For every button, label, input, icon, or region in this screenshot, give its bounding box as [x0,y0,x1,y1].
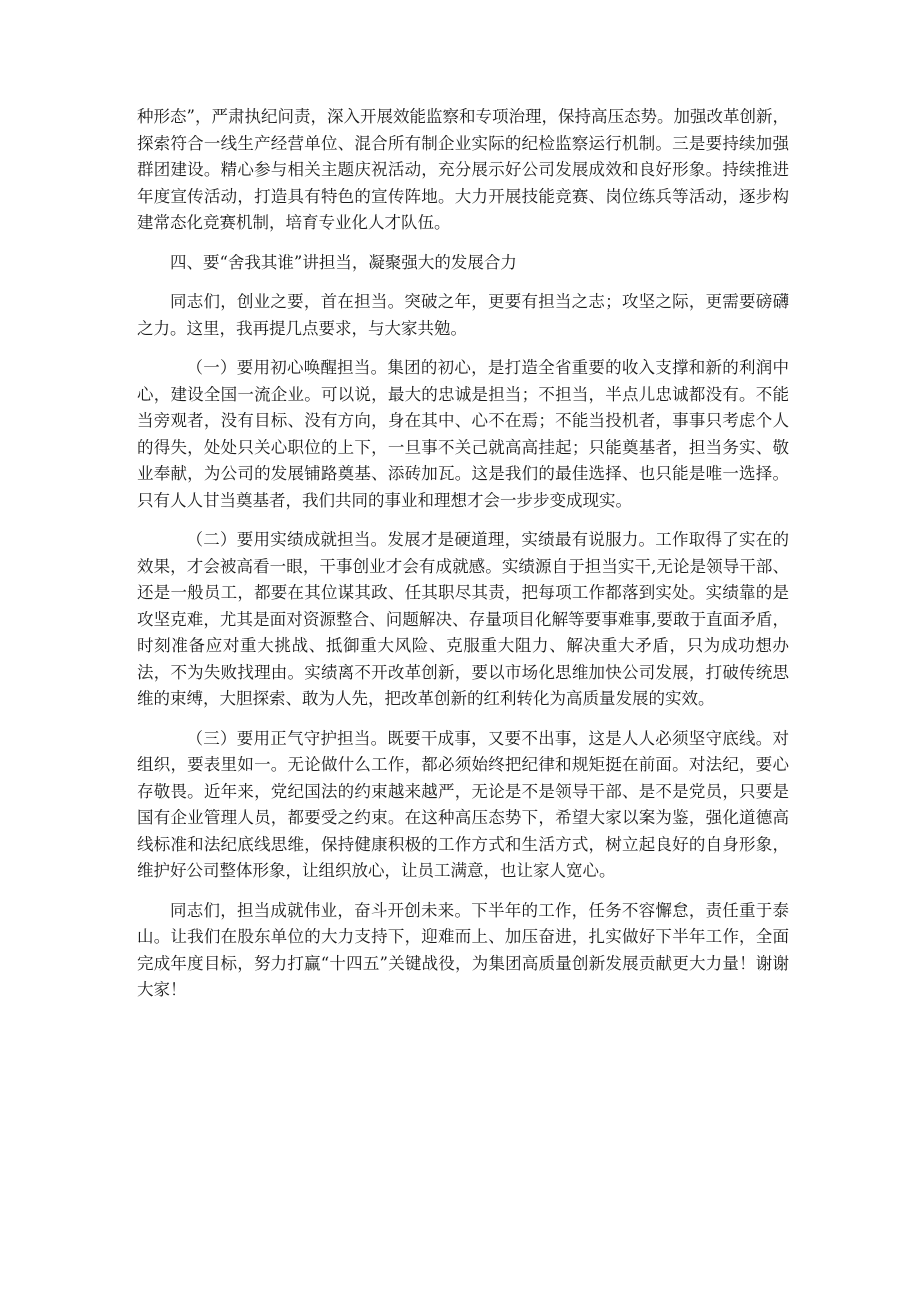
paragraph-intro: 同志们，创业之要，首在担当。突破之年，更要有担当之志；攻坚之际，更需要磅礴之力。这里，我再提几点要求，与大家共勉。 [137,292,789,338]
paragraph-closing: 同志们，担当成就伟业，奋斗开创未来。下半年的工作，任务不容懈怠，责任重于泰山。让我们在股东单位的大力支持下，迎难而上、加压奋进，扎实做好下半年工作，全面完成年度目标，努力打赢“十四五”关键战役，为集团高质量创新发展贡献更大力量！谢谢大家！ [137,900,789,999]
document-body [137,104,789,1017]
paragraph-point-3: （三）要用正气守护担当。既要干成事，又要不出事，这是人人必须坚守底线。对组织，要表里如一。无论做什么工作，都必须始终把纪律和规矩挺在前面。对法纪，要心存敬畏。近年来，党纪国法的约束越来越严，无论是不是领导干部、是不是党员，只要是国有企业管理人员，都要受之约束。在这种高压态势下，希望大家以案为鉴，强化道德高线标准和法纪底线思维，保持健康积极的工作方式和生活方式，树立起良好的自身形象，维护好公司整体形象，让组织放心，让员工满意，也让家人宽心。 [137,728,789,880]
paragraph-point-1: （一）要用初心唤醒担当。集团的初心，是打造全省重要的收入支撑和新的利润中心，建设全国一流企业。可以说，最大的忠诚是担当；不担当，半点儿忠诚都没有。不能当旁观者，没有目标、没有方向，身在其中、心不在焉；不能当投机者，事事只考虑个人的得失，处处只关心职位的上下，一旦事不关己就高高挂起；只能奠基者，担当务实、敬业奉献，为公司的发展铺路奠基、添砖加瓦。这是我们的最佳选择、也只能是唯一选择。只有人人甘当奠基者，我们共同的事业和理想才会一步步变成现实。 [137,358,789,510]
paragraph-point-2: （二）要用实绩成就担当。发展才是硬道理，实绩最有说服力。工作取得了实在的效果，才会被高看一眼，干事创业才会有成就感。实绩源自于担当实干,无论是领导干部、还是一般员工，都要在其位谋其政、任其职尽其责，把每项工作都落到实处。实绩靠的是攻坚克难，尤其是面对资源整合、问题解决、存量项目化解等要事难事,要敢于直面矛盾，时刻准备应对重大挑战、抵御重大风险、克服重大阻力、解决重大矛盾，只为成功想办法，不为失败找理由。实绩离不开改革创新，要以市场化思维加快公司发展，打破传统思维的束缚，大胆探索、敢为人先，把改革创新的红利转化为高质量发展的实效。 [137,530,789,708]
section-heading: 四、要“舍我其谁”讲担当，凝聚强大的发展合力 [170,252,517,272]
paragraph-continuation: 种形态”，严肃执纪问责，深入开展效能监察和专项治理，保持高压态势。加强改革创新，探索符合一线生产经营单位、混合所有制企业实际的纪检监察运行机制。三是要持续加强群团建设。精心参与相关主题庆祝活动，充分展示好公司发展成效和良好形象。持续推进年度宣传活动，打造具有特色的宣传阵地。大力开展技能竞赛、岗位练兵等活动，逐步构建常态化竞赛机制，培育专业化人才队伍。 [137,107,789,232]
